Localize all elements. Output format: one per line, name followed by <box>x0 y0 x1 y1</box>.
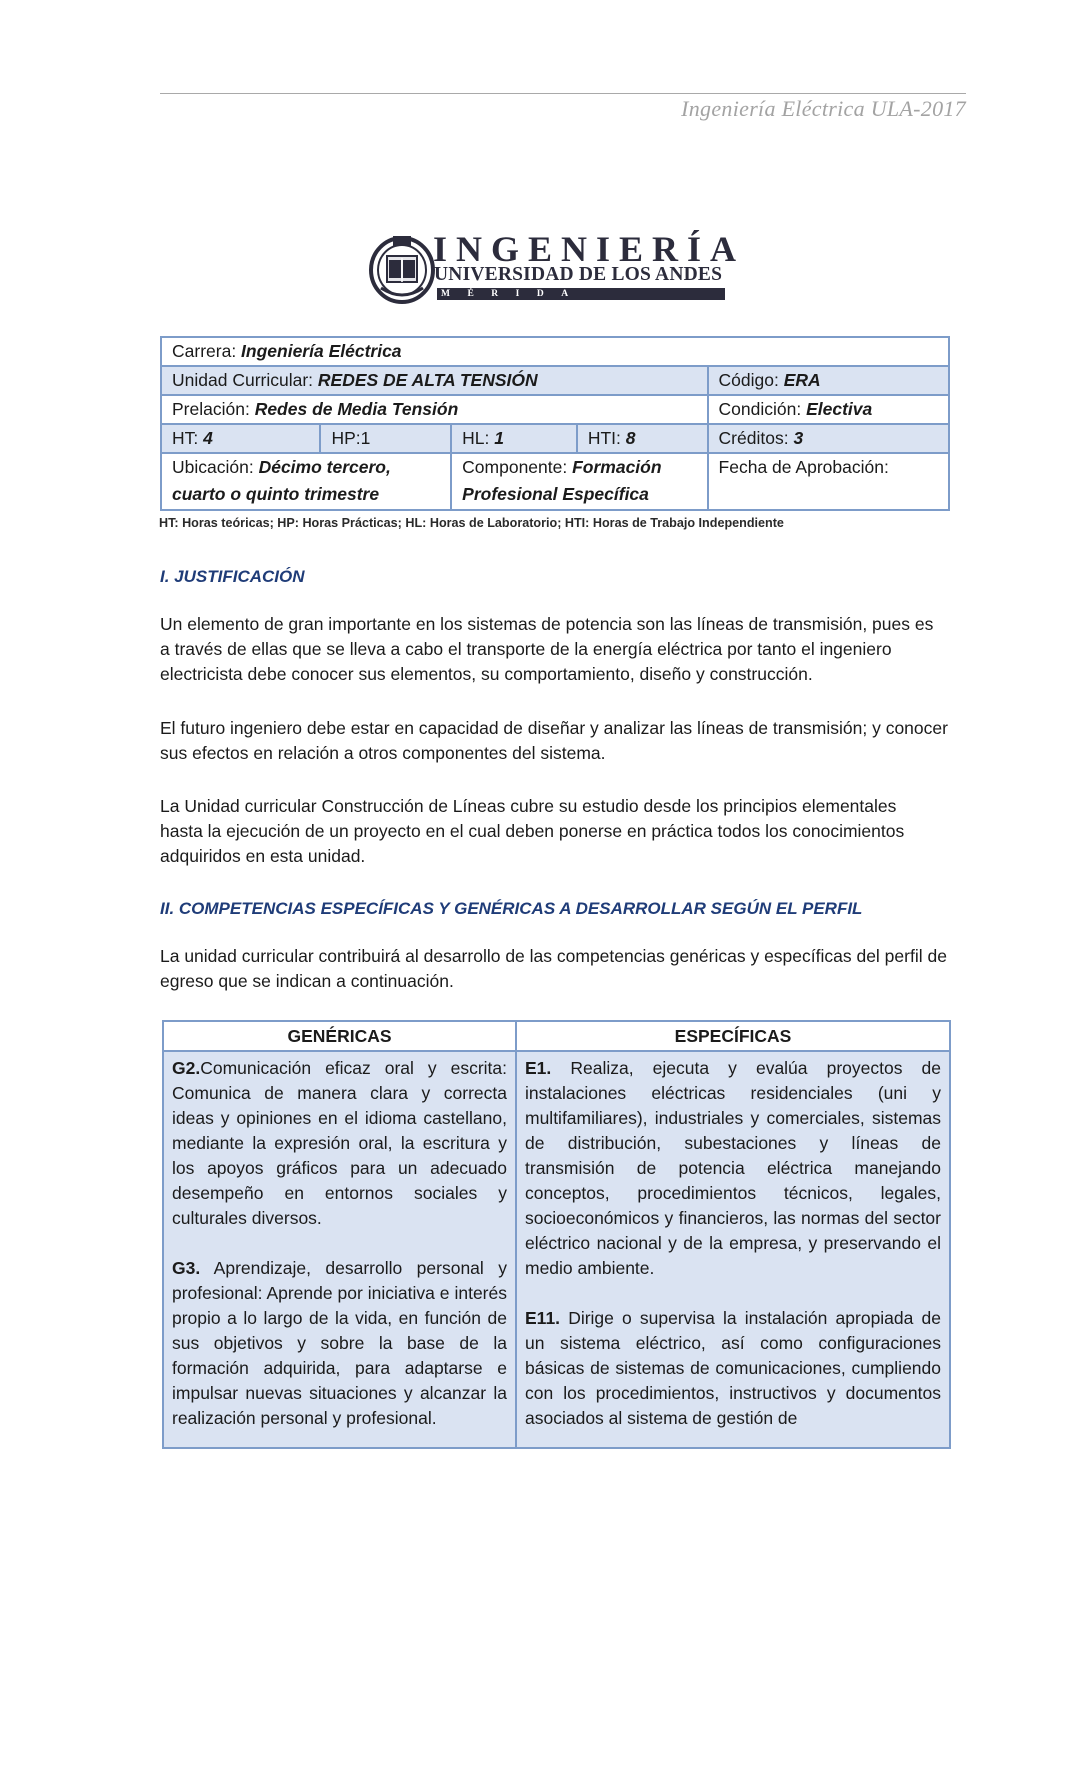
fecha-aprobacion-cell: Fecha de Aprobación: <box>708 453 949 510</box>
competency-e1: E1. Realiza, ejecuta y evalúa proyectos de instalaciones eléctricas residenciales (uni y multifamiliares), industriales y comerciales, sistemas de distribución, subestaciones y líneas de transmisión de potencia eléctrica manejando conceptos, procedimientos técnicos, legales, socioeconómicos y financieros, las normas del sector eléctrico nacional y de la empresa, y preservando el medio ambiente. <box>525 1058 941 1278</box>
creditos-cell: Créditos: 3 <box>708 424 949 453</box>
paragraph-justificacion-1: Un elemento de gran importante en los sistemas de potencia son las líneas de transmisión, pues es a través de ellas que se lleva a cabo el transporte de la energía eléctrica por tanto el ingeniero electricista debe conocer sus elementos, su comportamiento, diseño y construcción. <box>160 614 934 684</box>
carrera-cell: Carrera: Ingeniería Eléctrica <box>161 337 949 366</box>
competency-g3: G3. Aprendizaje, desarrollo personal y profesional: Aprende por iniciativa e interés propio a lo largo de la vida, en función de sus objetivos y sobre la base de la formación adquirida, para adaptarse e impulsar nuevas situaciones y alcanzar la realización personal y profesional. <box>172 1258 507 1428</box>
competency-e11: E11. Dirige o supervisa la instalación apropiada de un sistema eléctrico, así como configuraciones básicas de sistemas de comunicaciones, cumpliendo con los procedimientos, instructivos y documentos asociados al sistema de gestión de <box>525 1308 941 1428</box>
especificas-cell <box>516 1051 950 1448</box>
paragraph-competencias-intro: La unidad curricular contribuirá al desarrollo de las competencias genéricas y específicas del perfil de egreso que se indican a continuación. <box>160 946 947 991</box>
competency-g2: G2.Comunicación eficaz oral y escrita: Comunica de manera clara y correcta ideas y opiniones en el idioma castellano, mediante la expresión oral, la escritura y los apoyos gráficos para un adecuado desempeño en entornos sociales y culturales diversos. <box>172 1058 507 1228</box>
university-seal-icon <box>369 232 435 304</box>
running-header: Ingeniería Eléctrica ULA-2017 <box>681 96 966 121</box>
prelacion-cell: Prelación: Redes de Media Tensión <box>161 395 708 424</box>
hp-cell: HP:1 <box>320 424 451 453</box>
paragraph-justificacion-3: La Unidad curricular Construcción de Líneas cubre su estudio desde los principios elementales hasta la ejecución de un proyecto en el cual deben ponerse en práctica todos los conocimientos adquiridos en esta unidad. <box>160 796 905 866</box>
column-header-especificas: ESPECÍFICAS <box>516 1021 950 1051</box>
paragraph-justificacion-2: El futuro ingeniero debe estar en capacidad de diseñar y analizar las líneas de transmisión; y conocer sus efectos en relación a otros componentes del sistema. <box>160 718 948 763</box>
university-logo <box>369 229 746 311</box>
unidad-curricular-cell: Unidad Curricular: REDES DE ALTA TENSIÓN <box>161 366 708 395</box>
header-rule <box>160 93 966 94</box>
logo-city: MÉRIDA VENEZUELA <box>441 289 658 311</box>
hl-cell: HL: 1 <box>451 424 577 453</box>
section-title-competencias: II. COMPETENCIAS ESPECÍFICAS Y GENÉRICAS A DESARROLLAR SEGÚN EL PERFIL <box>160 899 863 918</box>
ubicacion-cell: Ubicación: Décimo tercero, cuarto o quinto trimestre <box>161 453 451 510</box>
course-info-table <box>160 336 950 511</box>
section-title-justificacion: I. JUSTIFICACIÓN <box>160 567 305 586</box>
hti-cell: HTI: 8 <box>577 424 708 453</box>
column-header-genericas: GENÉRICAS <box>163 1021 516 1051</box>
logo-title: INGENIERÍA <box>433 229 746 269</box>
logo-subtitle: UNIVERSIDAD DE LOS ANDES <box>434 264 723 285</box>
componente-cell: Componente: Formación Profesional Específica <box>451 453 707 510</box>
hours-legend: HT: Horas teóricas; HP: Horas Prácticas; HL: Horas de Laboratorio; HTI: Horas de Trabajo Independiente <box>159 516 784 530</box>
ht-cell: HT: 4 <box>161 424 320 453</box>
condicion-cell: Condición: Electiva <box>708 395 949 424</box>
codigo-cell: Código: ERA <box>708 366 949 395</box>
competencies-table <box>162 1020 951 1449</box>
genericas-cell <box>163 1051 516 1448</box>
